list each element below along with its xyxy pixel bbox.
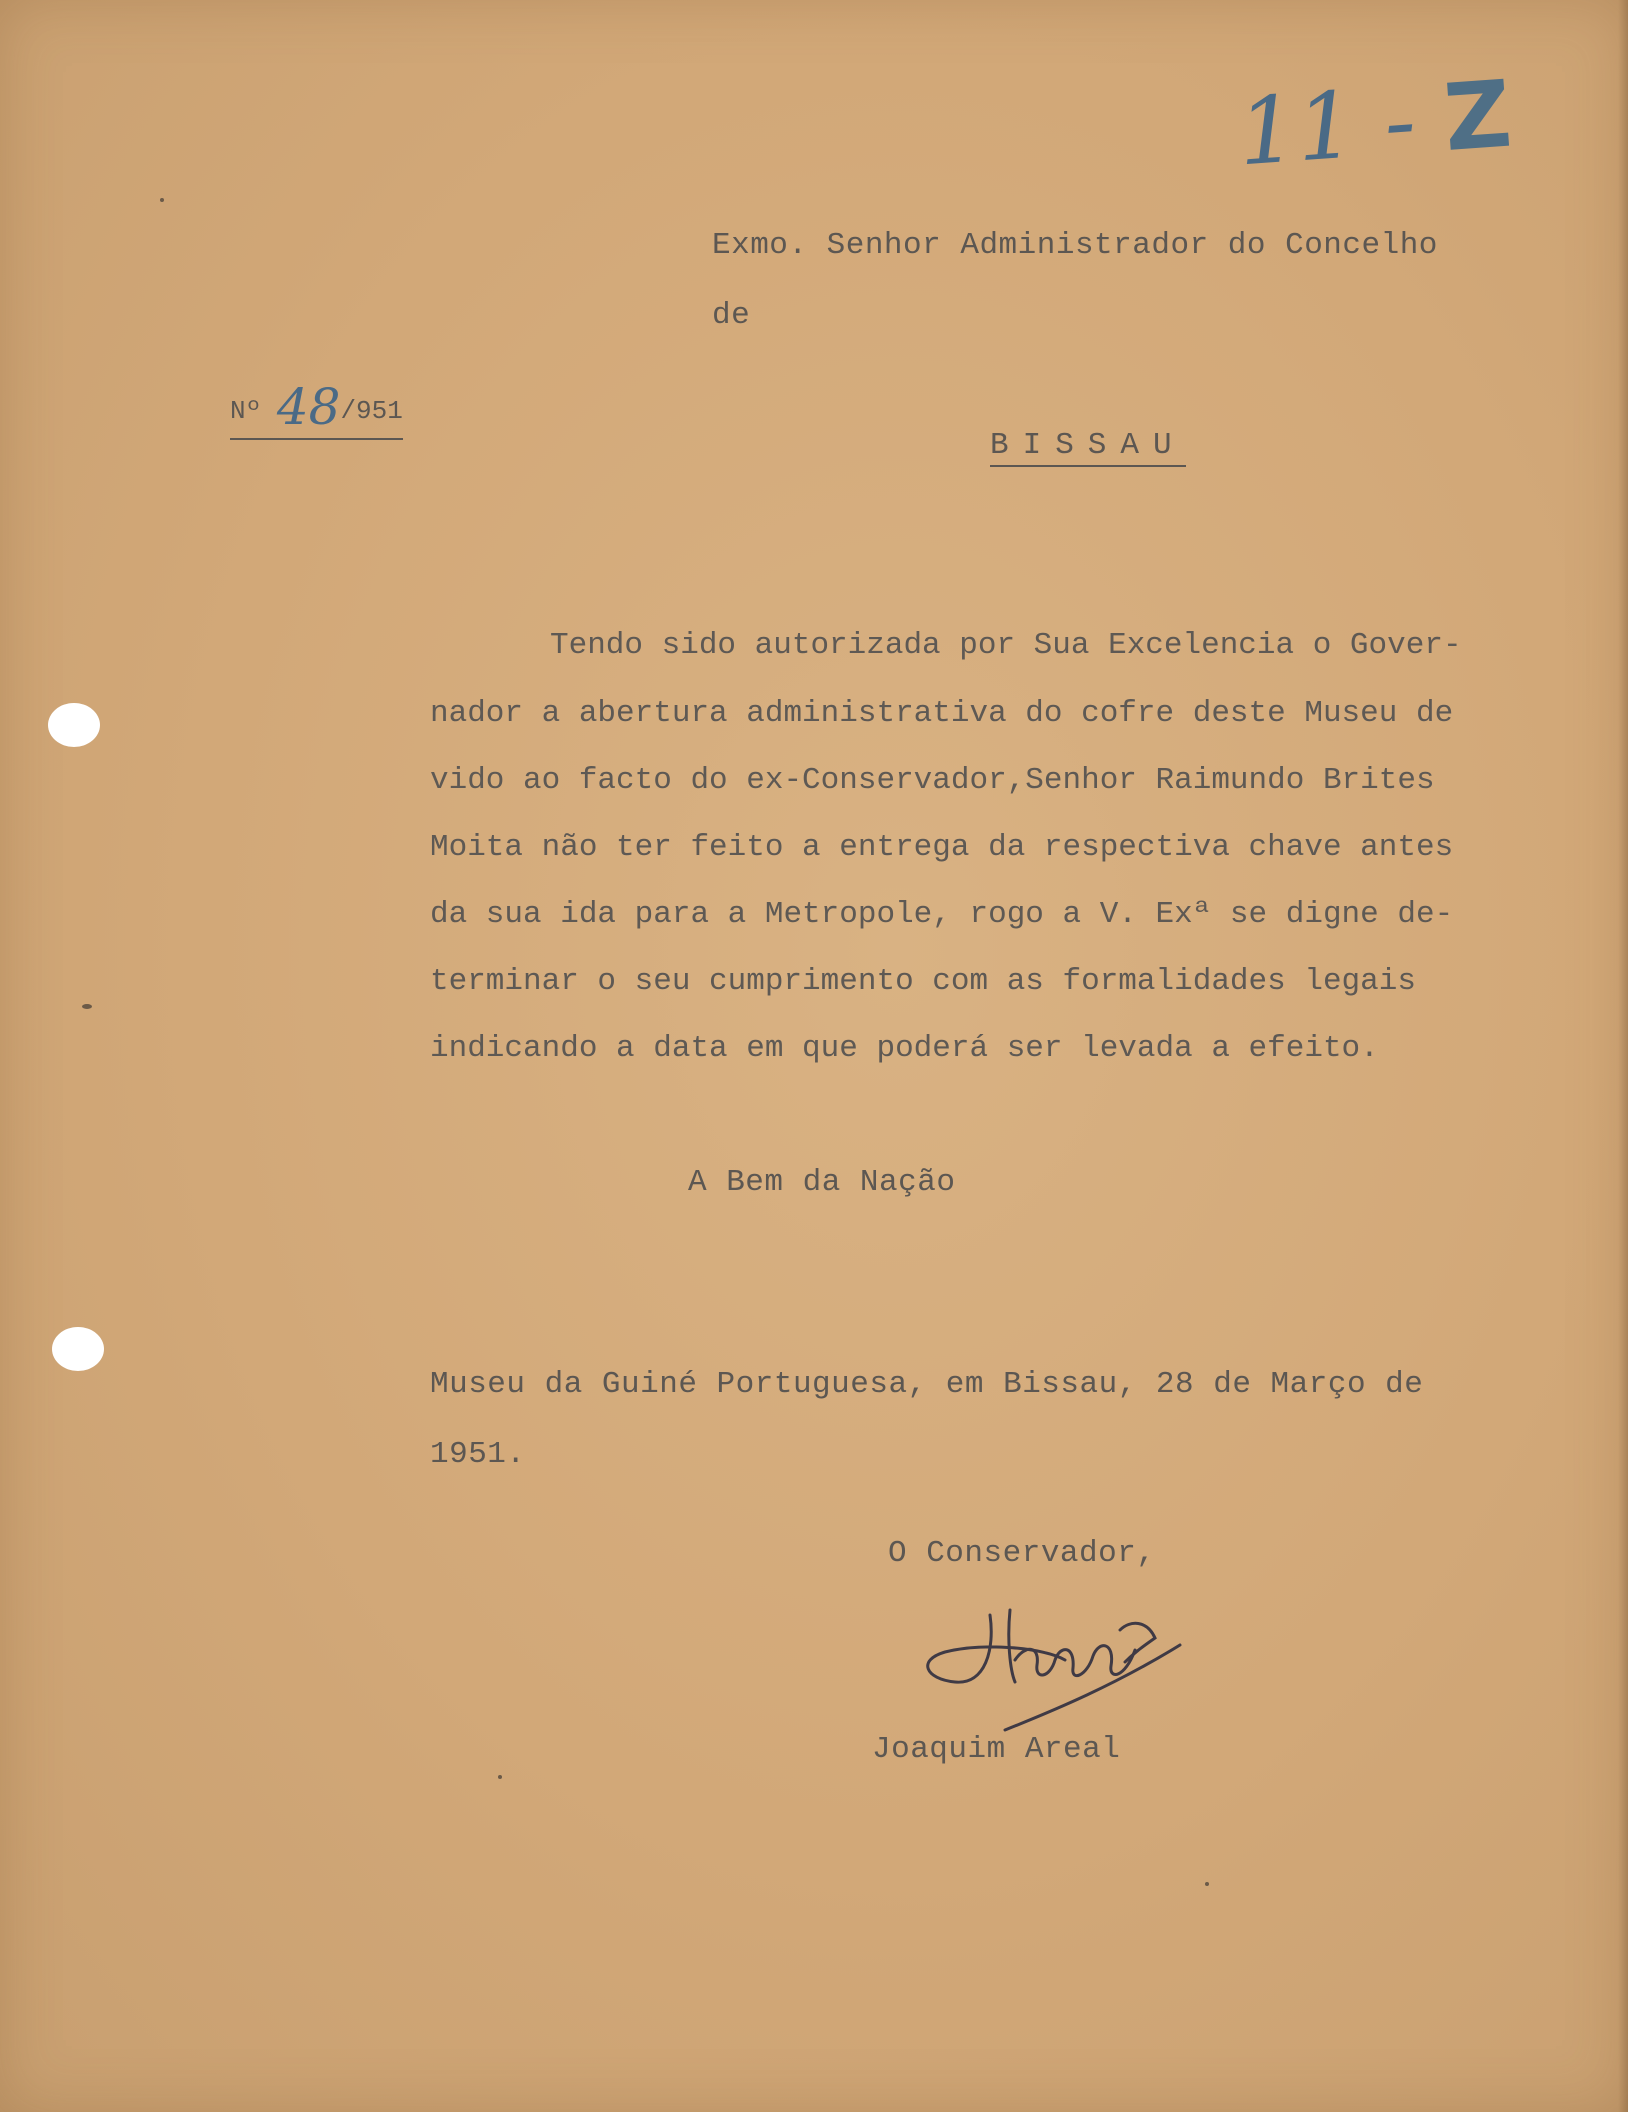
addressee-city: BISSAU — [990, 428, 1186, 467]
punch-hole-lower — [52, 1327, 104, 1371]
signatory-title: O Conservador, — [888, 1536, 1156, 1571]
body-line-1: Tendo sido autorizada por Sua Excelencia o Gover- — [550, 628, 1462, 663]
handwritten-signature — [915, 1590, 1185, 1740]
reference-handwritten-number: 48 — [276, 378, 341, 436]
reference-prefix: Nº — [230, 396, 262, 426]
addressee-line-2: de — [712, 298, 751, 333]
body-line-6: terminar o seu cumprimento com as formalidades legais — [430, 964, 1416, 999]
body-line-7: indicando a data em que poderá ser levada a efeito. — [430, 1031, 1379, 1066]
body-line-4: Moita não ter feito a entrega da respectiva chave antes — [430, 830, 1454, 865]
archive-mark — [1235, 61, 1515, 187]
body-line-5: da sua ida para a Metropole, rogo a V. Exª se digne de- — [430, 897, 1454, 932]
paper-speck — [1205, 1882, 1209, 1886]
body-line-3: vido ao facto do ex-Conservador,Senhor Raimundo Brites — [430, 763, 1435, 798]
body-line-2: nador a abertura administrativa do cofre deste Museu de — [430, 696, 1454, 731]
punch-hole-upper — [48, 703, 100, 747]
place-date-line-1: Museu da Guiné Portuguesa, em Bissau, 28 de Março de — [430, 1367, 1424, 1402]
signatory-name: Joaquim Areal — [872, 1732, 1121, 1767]
paper-speck — [160, 198, 164, 202]
addressee-line-1: Exmo. Senhor Administrador do Concelho — [712, 228, 1438, 263]
paper-speck — [498, 1775, 502, 1779]
paper-speck — [82, 1004, 92, 1009]
reference-number — [230, 378, 403, 440]
reference-year: /951 — [340, 396, 403, 426]
archive-mark-numeral: 11 - — [1234, 67, 1420, 187]
closing-salutation: A Bem da Nação — [688, 1165, 956, 1200]
archive-mark-letter: Z — [1440, 60, 1515, 172]
place-date-line-2: 1951. — [430, 1437, 526, 1472]
